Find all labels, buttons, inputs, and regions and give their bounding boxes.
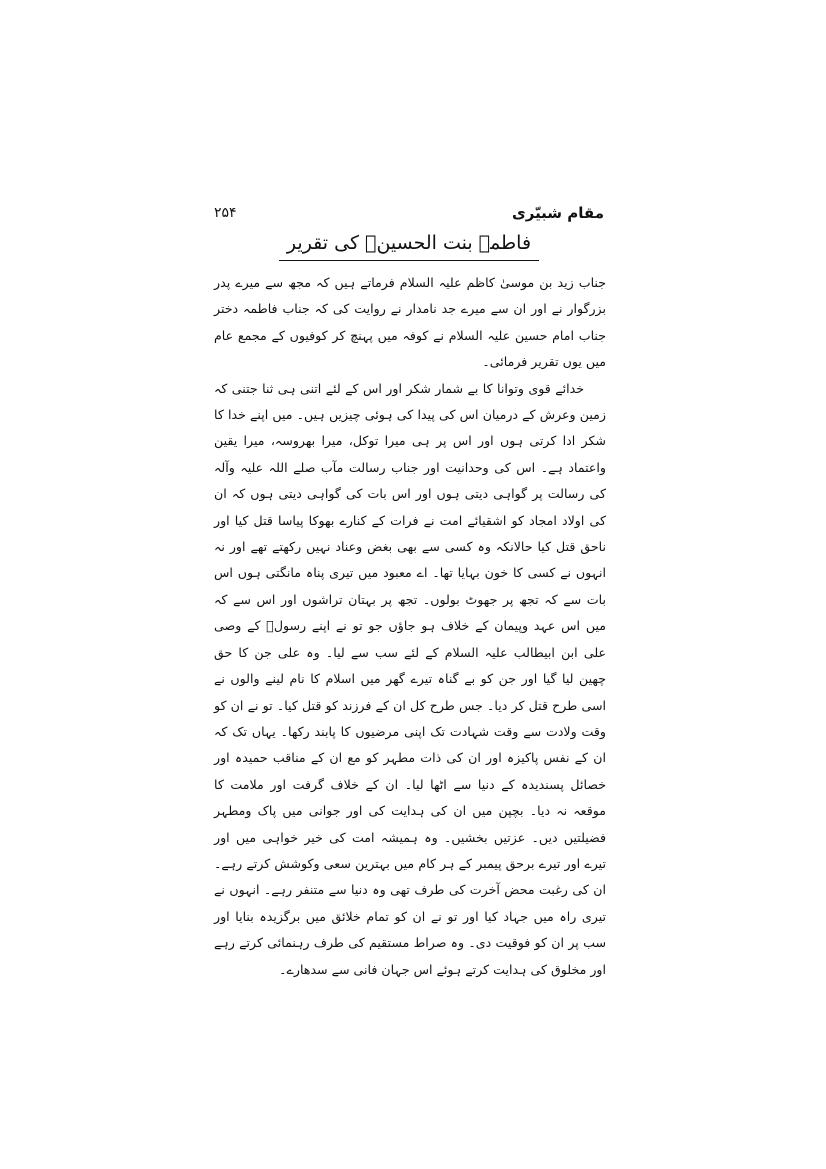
body-text <box>214 270 606 983</box>
chapter-title <box>214 228 604 261</box>
running-header <box>214 200 604 226</box>
paragraph-sermon: خدائے قوی وتوانا کا بے شمار شکر اور اس کے لئے اتنی ہی ثنا جتنی کہ زمین وعرش کے درمیان اس کی پیدا کی ہوئی چیزیں ہیں۔ میں اپنے خدا کا شکر ادا کرتی ہوں اور اس پر ہی میرا توکل، میرا بھروسہ، میرا یقین واعتماد ہے۔ اس کی وحدانیت اور جناب رسالت مآب صلے اللہ علیہ وآلہ کی رسالت پر گواہی دیتی ہوں اور اس بات کی گواہی دیتی ہوں کہ ان کی اولاد امجاد کو اشقیائے امت نے فرات کے کنارے بھوکا پیاسا قتل کیا اور ناحق قتل کیا حالانکہ وہ کسی سے بھی بغض وعناد نہیں رکھتے تھے اور نہ انہوں نے کسی کا خون بہایا تھا۔ اے معبود میں تیری پناہ مانگتی ہوں اس بات سے کہ تجھ پر جھوٹ بولوں۔ تجھ پر بہتان تراشوں اور اس سے کہ میں اس عہد وپیمان کے خلاف ہو جاؤں جو تو نے اپنے رسولؐ کے وصی علی ابن ابیطالب علیہ السلام کے لئے سب سے لیا۔ وہ علی جن کا حق چھین لیا گیا اور جن کو بے گناہ تیرے گھر میں اسلام کا نام لینے والوں نے اسی طرح قتل کر دیا۔ جس طرح کل ان کے فرزند کو قتل کیا۔ تو نے ان کو وقت ولادت سے وقت شہادت تک اپنی مرضیوں کا پابند رکھا۔ یہاں تک کہ ان کے نفس پاکیزہ اور ان کی ذات مطہر کو مع ان کے مناقب حمیدہ اور خصائل پسندیدہ کے دنیا سے اٹھا لیا۔ ان کے خلاف گرفت اور ملامت کا موقعہ نہ دیا۔ بچپن میں ان کی ہدایت کی اور جوانی میں پاک ومطہر فضیلتیں دیں۔ عزتیں بخشیں۔ وہ ہمیشہ امت کی خیر خواہی میں اور تیرے اور تیرے برحق پیمبر کے ہر کام میں بہترین سعی وکوشش کرتے رہے۔ ان کی رغبت محض آخرت کی طرف تھی وہ دنیا سے متنفر رہے۔ انہوں نے تیری راہ میں جہاد کیا اور تو نے ان کو تمام خلائق میں برگزیدہ بنایا اور سب پر ان کو فوقیت دی۔ وہ صراط مستقیم کی طرف رہنمائی کرتے رہے اور مخلوق کی ہدایت کرتے ہوئے اس جہان فانی سے سدھارے۔ <box>214 380 606 977</box>
page-number: ۲۵۴ <box>214 205 237 221</box>
paragraph-intro: جناب زید بن موسیٰ کاظم علیہ السلام فرماتے ہیں کہ مجھ سے میرے پدر بزرگوار نے اور ان سے میرے جد نامدار نے روایت کی کہ جناب فاطمہ دختر جناب امام حسین علیہ السلام نے کوفہ میں پہنچ کر کوفیوں کے مجمع عام میں یوں تقریر فرمائی۔ <box>214 275 606 370</box>
chapter-title-text: فاطمہ بنت الحسینؑ کی تقریر <box>279 228 539 261</box>
book-title: مقام شبیّری <box>511 204 604 222</box>
